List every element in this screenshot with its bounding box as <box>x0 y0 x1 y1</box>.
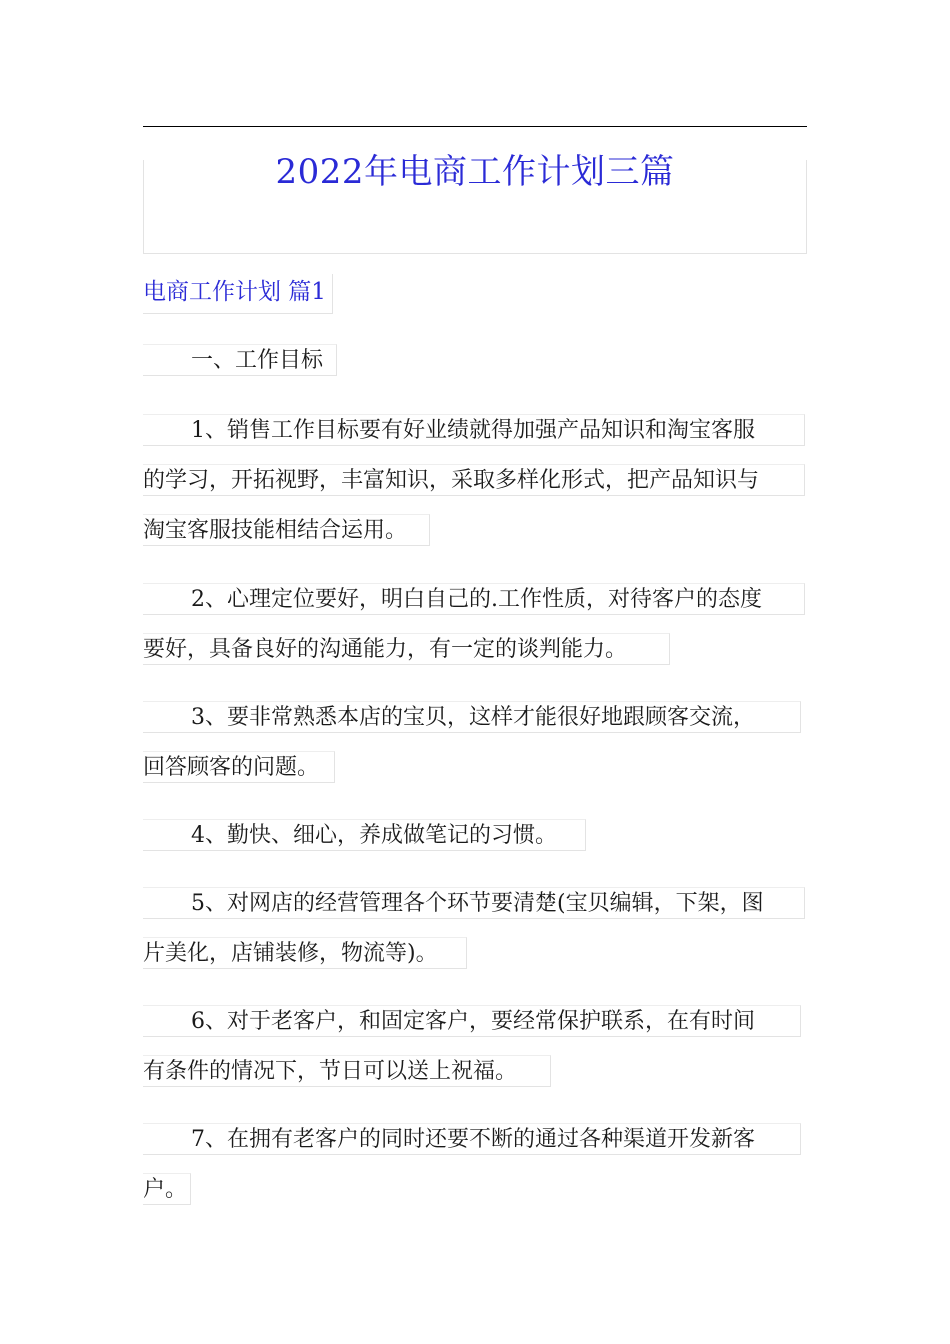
paragraph-line: 2、心理定位要好，明白自己的.工作性质，对待客户的态度 <box>143 583 805 615</box>
paragraph-line: 1、销售工作目标要有好业绩就得加强产品知识和淘宝客服 <box>143 414 805 446</box>
paragraph-line: 片美化，店铺装修，物流等)。 <box>143 937 467 969</box>
paragraph-line: 5、对网店的经营管理各个环节要清楚(宝贝编辑，下架，图 <box>143 887 805 919</box>
paragraph-line: 6、对于老客户，和固定客户，要经常保护联系，在有时间 <box>143 1005 801 1037</box>
paragraph-line: 4、勤快、细心，养成做笔记的习惯。 <box>143 819 586 851</box>
section-heading: 电商工作计划 篇1 <box>143 274 333 314</box>
document-title: 2022年电商工作计划三篇 <box>275 152 675 192</box>
top-horizontal-rule <box>143 126 807 127</box>
paragraph-line: 户。 <box>143 1173 191 1205</box>
paragraph-line: 淘宝客服技能相结合运用。 <box>143 514 430 546</box>
paragraph-line: 的学习，开拓视野，丰富知识，采取多样化形式，把产品知识与 <box>143 464 805 496</box>
paragraph-line: 3、要非常熟悉本店的宝贝，这样才能很好地跟顾客交流， <box>143 701 801 733</box>
paragraph-line: 7、在拥有老客户的同时还要不断的通过各种渠道开发新客 <box>143 1123 801 1155</box>
subheading-work-goals: 一、工作目标 <box>143 344 337 376</box>
paragraph-line: 回答顾客的问题。 <box>143 751 335 783</box>
paragraph-line: 有条件的情况下，节日可以送上祝福。 <box>143 1055 551 1087</box>
paragraph-line: 要好，具备良好的沟通能力，有一定的谈判能力。 <box>143 633 670 665</box>
